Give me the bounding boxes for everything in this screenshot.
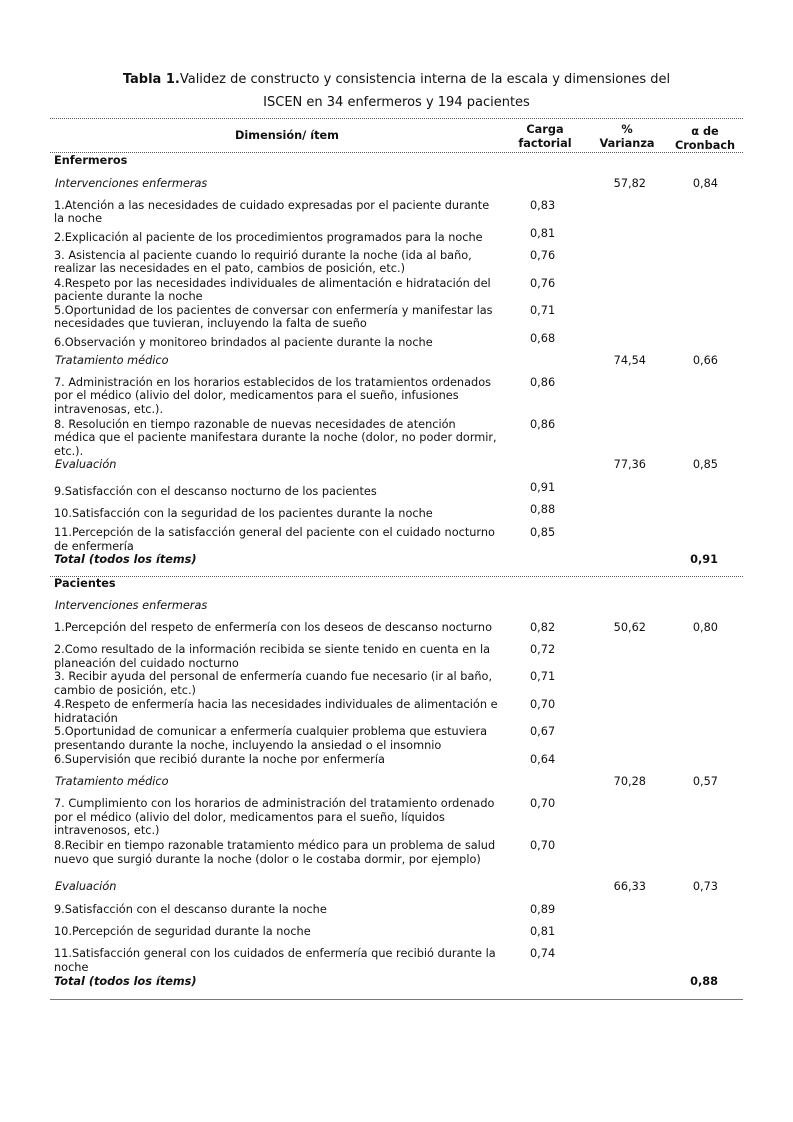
row-label: 8.Recibir en tiempo razonable tratamiento médico para un problema de salud nuevo que surgió durante la noche (dolor o le costaba dormir, por ejemplo) (54, 839, 496, 866)
alpha-value: 0,57 (692, 775, 718, 789)
table-row (0, 199, 793, 231)
row-label: 10.Percepción de seguridad durante la noche (54, 925, 311, 939)
header-varianza (590, 123, 664, 150)
table-row (0, 376, 793, 418)
varianza-value: 74,54 (613, 354, 646, 367)
table-row (0, 304, 793, 336)
alpha-value: 0,73 (692, 880, 718, 894)
row-label: 1.Atención a las necesidades de cuidado expresadas por el paciente durante la noche (54, 199, 490, 226)
row-label: Pacientes (54, 577, 116, 591)
group-row (50, 576, 743, 599)
table-row (0, 839, 793, 880)
table-title-line1 (0, 72, 793, 87)
row-label: Intervenciones enfermeras (55, 599, 208, 613)
table-row (0, 698, 793, 725)
alpha-value: 0,88 (690, 975, 718, 989)
header-alpha (668, 125, 742, 152)
dimension-row (0, 880, 793, 903)
header-alpha-1: α de (691, 125, 719, 138)
row-label: 10.Satisfacción con la seguridad de los pacientes durante la noche (54, 507, 433, 521)
row-label: 6.Supervisión que recibió durante la noche por enfermería (54, 753, 385, 767)
table-row (0, 753, 793, 775)
row-label: 2.Explicación al paciente de los procedimientos programados para la noche (54, 231, 483, 244)
alpha-value: 0,85 (692, 458, 718, 472)
row-label: 6.Observación y monitoreo brindados al paciente durante la noche (54, 336, 433, 349)
row-label: Total (todos los ítems) (54, 553, 197, 567)
varianza-value: 77,36 (613, 458, 646, 472)
dimension-row (0, 354, 793, 376)
row-label: Tratamiento médico (55, 775, 169, 789)
alpha-value: 0,66 (692, 354, 718, 367)
header-alpha-2: Cronbach (674, 138, 736, 152)
row-label: Tratamiento médico (55, 354, 169, 367)
carga-value: 0,71 (530, 670, 556, 684)
alpha-value: 0,84 (692, 177, 718, 190)
carga-value: 0,68 (530, 332, 556, 345)
row-label: 4.Respeto por las necesidades individuales de alimentación e hidratación del paciente durante la noche (54, 277, 491, 304)
row-label: 3. Recibir ayuda del personal de enfermería cuando fue necesario (ir al baño, cambio de posición, etc.) (54, 670, 493, 697)
table-row (0, 903, 793, 925)
dimension-row (0, 599, 793, 621)
table-row (0, 725, 793, 753)
table-row (0, 332, 793, 354)
carga-value: 0,88 (530, 503, 556, 517)
row-label: Enfermeros (54, 154, 128, 167)
carga-value: 0,67 (530, 725, 556, 739)
varianza-value: 70,28 (613, 775, 646, 789)
table-row (0, 670, 793, 698)
row-label: 5.Oportunidad de comunicar a enfermería cualquier problema que estuviera presentando durante la noche, incluyendo la ansiedad o el insomnio (54, 725, 488, 752)
table-row (0, 418, 793, 458)
table-row (0, 481, 793, 507)
carga-value: 0,70 (530, 797, 556, 811)
header-carga-1: Carga (526, 123, 564, 136)
row-label: Intervenciones enfermeras (55, 177, 208, 190)
varianza-value: 66,33 (613, 880, 646, 894)
dimension-row (0, 775, 793, 797)
row-label: 2.Como resultado de la información recibida se siente tenido en cuenta en la planeación del cuidado nocturno (54, 643, 491, 670)
row-label: 11.Percepción de la satisfacción general del paciente con el cuidado nocturno de enfermería (54, 526, 495, 553)
varianza-value: 57,82 (613, 177, 646, 190)
row-label: 7. Cumplimiento con los horarios de administración del tratamiento ordenado por el médico (alivio del dolor, medicamentos para el sueño, líquidos intravenosos, etc.) (54, 797, 495, 838)
total-row (0, 975, 793, 995)
carga-value: 0,86 (530, 376, 556, 389)
header-carga (505, 123, 585, 150)
carga-value: 0,83 (530, 199, 556, 212)
row-label: 1.Percepción del respeto de enfermería con los deseos de descanso nocturno (54, 621, 492, 635)
table-caption: Validez de constructo y consistencia interna de la escala y dimensiones del (179, 72, 671, 87)
row-label: Total (todos los ítems) (54, 975, 197, 989)
carga-value: 0,82 (530, 621, 556, 635)
carga-value: 0,85 (530, 526, 556, 540)
table-row (0, 925, 793, 947)
alpha-value: 0,80 (692, 621, 718, 635)
row-label: 5.Oportunidad de los pacientes de conversar con enfermería y manifestar las necesidades que tuvieran, incluyendo la falta de sueño (54, 304, 493, 331)
carga-value: 0,81 (530, 227, 556, 240)
table-title-line2: ISCEN en 34 enfermeros y 194 pacientes (263, 95, 530, 110)
table-row (0, 526, 793, 553)
header-rule (50, 152, 743, 153)
header-carga-2: factorial (518, 136, 572, 150)
table-row (0, 277, 793, 304)
top-rule (50, 118, 743, 119)
row-label: 8. Resolución en tiempo razonable de nuevas necesidades de atención médica que el paciente manifestara durante la noche (dolor, no poder dormir, etc.). (54, 418, 497, 458)
dimension-row (0, 458, 793, 485)
bottom-rule (50, 999, 743, 1000)
row-label: Evaluación (55, 880, 117, 894)
table-label: Tabla 1. (122, 72, 180, 87)
total-row (0, 553, 793, 576)
row-label: 9.Satisfacción con el descanso durante la noche (54, 903, 327, 917)
carga-value: 0,71 (530, 304, 556, 317)
table-row (0, 797, 793, 839)
alpha-value: 0,91 (690, 553, 718, 567)
row-label: 11.Satisfacción general con los cuidados de enfermería que recibió durante la noche (54, 947, 496, 974)
carga-value: 0,89 (530, 903, 556, 917)
carga-value: 0,64 (530, 753, 556, 767)
table-row (0, 227, 793, 249)
carga-value: 0,70 (530, 698, 556, 712)
table-body (0, 154, 793, 1000)
row-label: Evaluación (55, 458, 117, 472)
carga-value: 0,70 (530, 839, 556, 853)
carga-value: 0,74 (530, 947, 556, 961)
carga-value: 0,76 (530, 277, 556, 290)
carga-value: 0,76 (530, 249, 556, 262)
carga-value: 0,86 (530, 418, 556, 431)
table-row (0, 621, 793, 643)
header-item: Dimensión/ ítem (235, 129, 339, 142)
row-label: 9.Satisfacción con el descanso nocturno de los pacientes (54, 485, 377, 499)
table-row (0, 947, 793, 975)
carga-value: 0,72 (530, 643, 556, 657)
row-label: 7. Administración en los horarios establecidos de los tratamientos ordenados por el médico (alivio del dolor, medicamentos para el sueño, infusiones intravenosas, etc.). (54, 376, 491, 416)
dimension-row (0, 177, 793, 199)
carga-value: 0,91 (530, 481, 556, 495)
group-row (0, 154, 793, 177)
carga-value: 0,81 (530, 925, 556, 939)
table-row (0, 643, 793, 670)
varianza-value: 50,62 (613, 621, 646, 635)
header-var-2: Varianza (599, 136, 655, 150)
row-label: 3. Asistencia al paciente cuando lo requirió durante la noche (ida al baño, realizar las necesidades en el pato, cambios de posición, etc.) (54, 249, 472, 276)
table-row (0, 503, 793, 526)
table-row (0, 249, 793, 277)
row-label: 4.Respeto de enfermería hacia las necesidades individuales de alimentación e hidratación (54, 698, 498, 725)
header-var-1: % (621, 123, 633, 136)
